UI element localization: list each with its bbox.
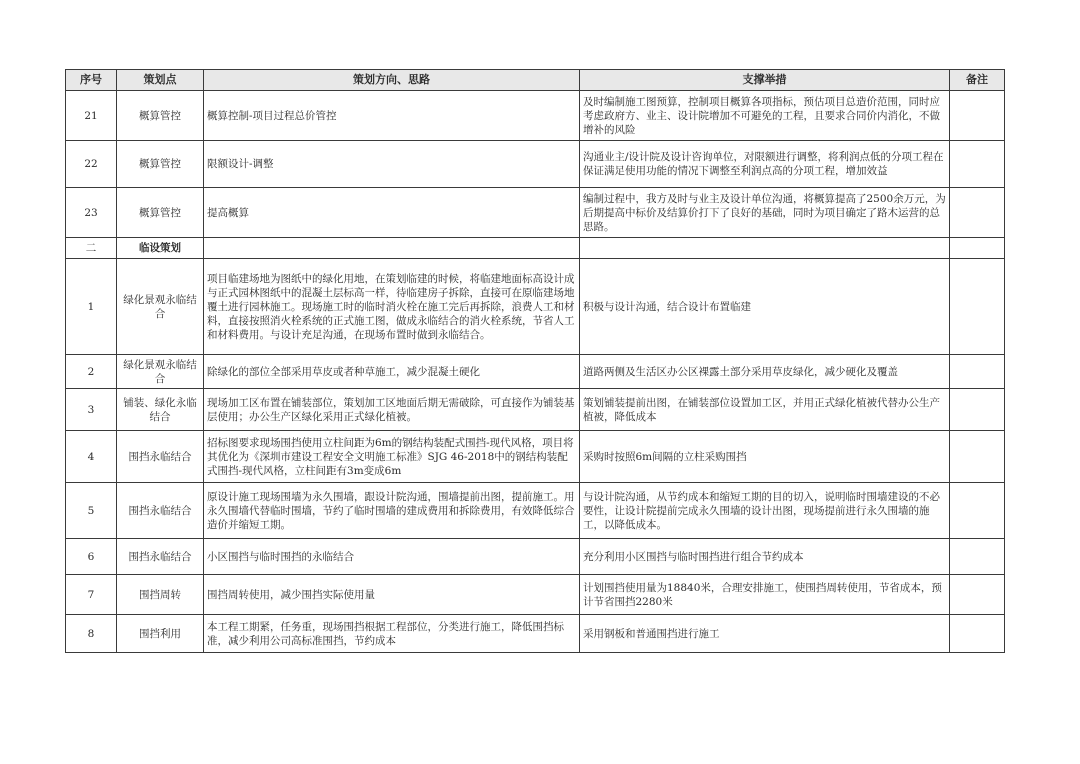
row-point: 围挡利用 bbox=[117, 615, 204, 653]
row-remark bbox=[950, 483, 1005, 539]
table-row bbox=[66, 141, 1005, 188]
row-point: 概算管控 bbox=[117, 91, 204, 141]
header-no: 序号 bbox=[66, 70, 117, 91]
row-measures: 道路两侧及生活区办公区裸露土部分采用草皮绿化，减少硬化及覆盖 bbox=[580, 355, 950, 389]
row-remark bbox=[950, 141, 1005, 188]
row-direction: 小区围挡与临时围挡的永临结合 bbox=[204, 539, 580, 575]
row-point: 围挡周转 bbox=[117, 575, 204, 615]
row-no: 2 bbox=[66, 355, 117, 389]
row-no: 3 bbox=[66, 389, 117, 431]
row-remark bbox=[950, 91, 1005, 141]
table-row bbox=[66, 188, 1005, 238]
row-measures: 编制过程中，我方及时与业主及设计单位沟通，将概算提高了2500余万元，为后期提高中标价及结算价打下了良好的基础，同时为项目确定了路木运营的总思路。 bbox=[580, 188, 950, 238]
row-no: 5 bbox=[66, 483, 117, 539]
row-no: 7 bbox=[66, 575, 117, 615]
table-row bbox=[66, 389, 1005, 431]
row-point: 概算管控 bbox=[117, 188, 204, 238]
row-measures: 充分利用小区围挡与临时围挡进行组合节约成本 bbox=[580, 539, 950, 575]
row-no: 8 bbox=[66, 615, 117, 653]
table-row bbox=[66, 355, 1005, 389]
section-no: 二 bbox=[66, 238, 117, 259]
row-remark bbox=[950, 355, 1005, 389]
row-no: 22 bbox=[66, 141, 117, 188]
row-measures: 策划铺装提前出图，在铺装部位设置加工区，并用正式绿化植被代替办公生产植被，降低成本 bbox=[580, 389, 950, 431]
row-no: 1 bbox=[66, 259, 117, 355]
row-remark bbox=[950, 238, 1005, 259]
header-measures: 支撑举措 bbox=[580, 70, 950, 91]
row-direction: 本工程工期紧，任务重，现场围挡根据工程部位，分类进行施工，降低围挡标准，减少利用公司高标准围挡，节约成本 bbox=[204, 615, 580, 653]
plan-table bbox=[65, 69, 1005, 653]
row-no: 21 bbox=[66, 91, 117, 141]
row-direction: 原设计施工现场围墙为永久围墙，跟设计院沟通，围墙提前出图，提前施工。用永久围墙代替临时围墙，节约了临时围墙的建成费用和拆除费用，有效降低综合造价并缩短工期。 bbox=[204, 483, 580, 539]
row-measures: 采用钢板和普通围挡进行施工 bbox=[580, 615, 950, 653]
header-point: 策划点 bbox=[117, 70, 204, 91]
table-row bbox=[66, 91, 1005, 141]
table-row bbox=[66, 615, 1005, 653]
row-direction: 概算控制-项目过程总价管控 bbox=[204, 91, 580, 141]
row-direction: 除绿化的部位全部采用草皮或者种草施工，减少混凝土硬化 bbox=[204, 355, 580, 389]
row-remark bbox=[950, 539, 1005, 575]
row-remark bbox=[950, 188, 1005, 238]
row-remark bbox=[950, 615, 1005, 653]
row-remark bbox=[950, 431, 1005, 483]
row-remark bbox=[950, 575, 1005, 615]
row-measures bbox=[580, 238, 950, 259]
row-direction: 围挡周转使用，减少围挡实际使用量 bbox=[204, 575, 580, 615]
row-point: 绿化景观永临结合 bbox=[117, 355, 204, 389]
row-point: 围挡永临结合 bbox=[117, 539, 204, 575]
row-direction: 现场加工区布置在铺装部位，策划加工区地面后期无需破除，可直接作为铺装基层使用；办公生产区绿化采用正式绿化植被。 bbox=[204, 389, 580, 431]
row-measures: 与设计院沟通，从节约成本和缩短工期的目的切入，说明临时围墙建设的不必要性，让设计院提前完成永久围墙的设计出图，现场提前进行永久围墙的施工，以降低成本。 bbox=[580, 483, 950, 539]
row-point: 绿化景观永临结合 bbox=[117, 259, 204, 355]
row-measures: 积极与设计沟通，结合设计布置临建 bbox=[580, 259, 950, 355]
row-direction bbox=[204, 238, 580, 259]
table-row bbox=[66, 483, 1005, 539]
section-row bbox=[66, 238, 1005, 259]
row-measures: 及时编制施工图预算，控制项目概算各项指标，预估项目总造价范围，同时应考虑政府方、业主、设计院增加不可避免的工程，且要求合同价内消化，不做增补的风险 bbox=[580, 91, 950, 141]
row-no: 23 bbox=[66, 188, 117, 238]
header-remark: 备注 bbox=[950, 70, 1005, 91]
row-direction: 限额设计-调整 bbox=[204, 141, 580, 188]
table-header-row bbox=[66, 70, 1005, 91]
row-direction: 招标图要求现场围挡使用立柱间距为6m的钢结构装配式围挡-现代风格，项目将其优化为《深圳市建设工程安全文明施工标准》SJG 46-2018中的钢结构装配式围挡-现代风格，立柱间距有3m变成6m bbox=[204, 431, 580, 483]
table-row bbox=[66, 431, 1005, 483]
table-row bbox=[66, 575, 1005, 615]
row-point: 铺装、绿化永临结合 bbox=[117, 389, 204, 431]
row-measures: 计划围挡使用量为18840米，合理安排施工，使围挡周转使用，节省成本，预计节省围挡2280米 bbox=[580, 575, 950, 615]
row-remark bbox=[950, 259, 1005, 355]
section-title: 临设策划 bbox=[117, 238, 204, 259]
row-measures: 沟通业主/设计院及设计咨询单位，对限额进行调整，将利润点低的分项工程在保证满足使用功能的情况下调整至利润点高的分项工程，增加效益 bbox=[580, 141, 950, 188]
row-no: 4 bbox=[66, 431, 117, 483]
header-direction: 策划方向、思路 bbox=[204, 70, 580, 91]
row-direction: 提高概算 bbox=[204, 188, 580, 238]
row-measures: 采购时按照6m间隔的立柱采购围挡 bbox=[580, 431, 950, 483]
row-direction: 项目临建场地为图纸中的绿化用地，在策划临建的时候，将临建地面标高设计成与正式园林图纸中的混凝土层标高一样，待临建房子拆除，直接可在原临建场地覆土进行园林施工。现场施工时的临时消火栓在施工完后再拆除，浪费人工和材料，直接按照消火栓系统的正式施工图，做成永临结合的消火栓系统，节省人工和材料费用。与设计充足沟通，在现场布置时做到永临结合。 bbox=[204, 259, 580, 355]
table-row bbox=[66, 539, 1005, 575]
row-remark bbox=[950, 389, 1005, 431]
row-point: 概算管控 bbox=[117, 141, 204, 188]
table-row bbox=[66, 259, 1005, 355]
row-no: 6 bbox=[66, 539, 117, 575]
row-point: 围挡永临结合 bbox=[117, 431, 204, 483]
row-point: 围挡永临结合 bbox=[117, 483, 204, 539]
